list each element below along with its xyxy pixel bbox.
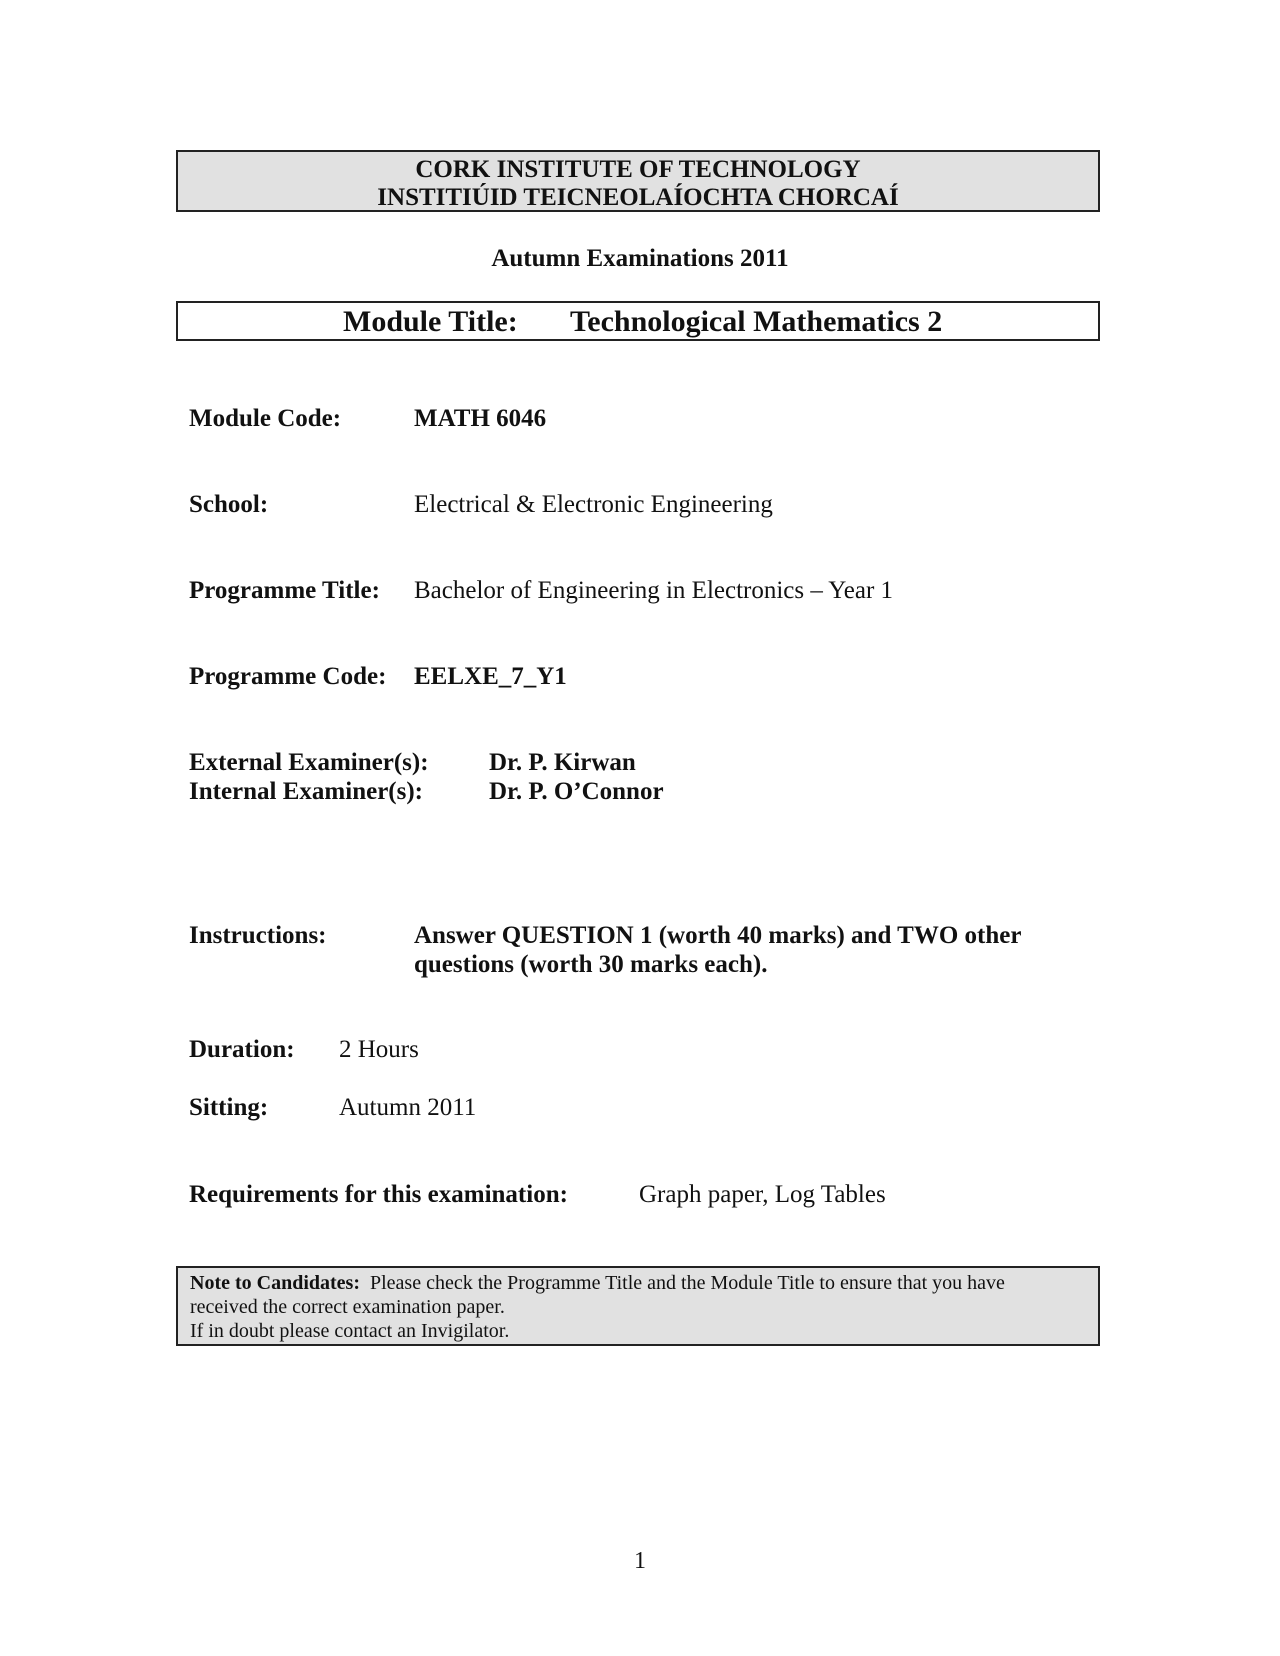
instructions-label: Instructions: bbox=[189, 922, 327, 949]
institute-name-english: CORK INSTITUTE OF TECHNOLOGY bbox=[415, 156, 861, 183]
module-title-label: Module Title: bbox=[343, 305, 518, 338]
institute-name-irish: INSTITIÚID TEICNEOLAÍOCHTA CHORCAÍ bbox=[377, 184, 899, 211]
note-line-1 bbox=[190, 1271, 1086, 1295]
note-line-3: If in doubt please contact an Invigilator. bbox=[190, 1320, 510, 1342]
programme-title-label: Programme Title: bbox=[189, 577, 380, 604]
requirements-value: Graph paper, Log Tables bbox=[639, 1181, 886, 1208]
module-code-label: Module Code: bbox=[189, 405, 342, 432]
note-label: Note to Candidates: bbox=[190, 1272, 360, 1294]
instructions-line-1: Answer QUESTION 1 (worth 40 marks) and TWO other bbox=[414, 922, 1022, 949]
school-value: Electrical & Electronic Engineering bbox=[414, 491, 773, 518]
note-to-candidates-box bbox=[176, 1266, 1100, 1346]
sitting-value: Autumn 2011 bbox=[339, 1094, 477, 1121]
sitting-label: Sitting: bbox=[189, 1094, 269, 1121]
note-line-2: received the correct examination paper. bbox=[190, 1296, 505, 1318]
page-number: 1 bbox=[634, 1548, 646, 1574]
requirements-label: Requirements for this examination: bbox=[189, 1181, 568, 1208]
internal-examiner-value: Dr. P. O’Connor bbox=[489, 778, 664, 805]
module-title-value: Technological Mathematics 2 bbox=[570, 305, 943, 338]
duration-label: Duration: bbox=[189, 1036, 295, 1063]
note-text-1: Please check the Programme Title and the Module Title to ensure that you have bbox=[370, 1272, 1005, 1294]
institute-header-box bbox=[176, 150, 1100, 212]
module-title-box bbox=[176, 301, 1100, 341]
programme-code-label: Programme Code: bbox=[189, 663, 387, 690]
external-examiner-value: Dr. P. Kirwan bbox=[489, 749, 636, 776]
programme-title-value: Bachelor of Engineering in Electronics – Year 1 bbox=[414, 577, 894, 604]
exam-session-title: Autumn Examinations 2011 bbox=[491, 245, 789, 272]
duration-value: 2 Hours bbox=[339, 1036, 419, 1063]
instructions-line-2: questions (worth 30 marks each). bbox=[414, 951, 768, 978]
module-code-value: MATH 6046 bbox=[414, 405, 547, 432]
external-examiner-label: External Examiner(s): bbox=[189, 749, 429, 776]
programme-code-value: EELXE_7_Y1 bbox=[414, 663, 567, 690]
internal-examiner-label: Internal Examiner(s): bbox=[189, 778, 423, 805]
school-label: School: bbox=[189, 491, 269, 518]
